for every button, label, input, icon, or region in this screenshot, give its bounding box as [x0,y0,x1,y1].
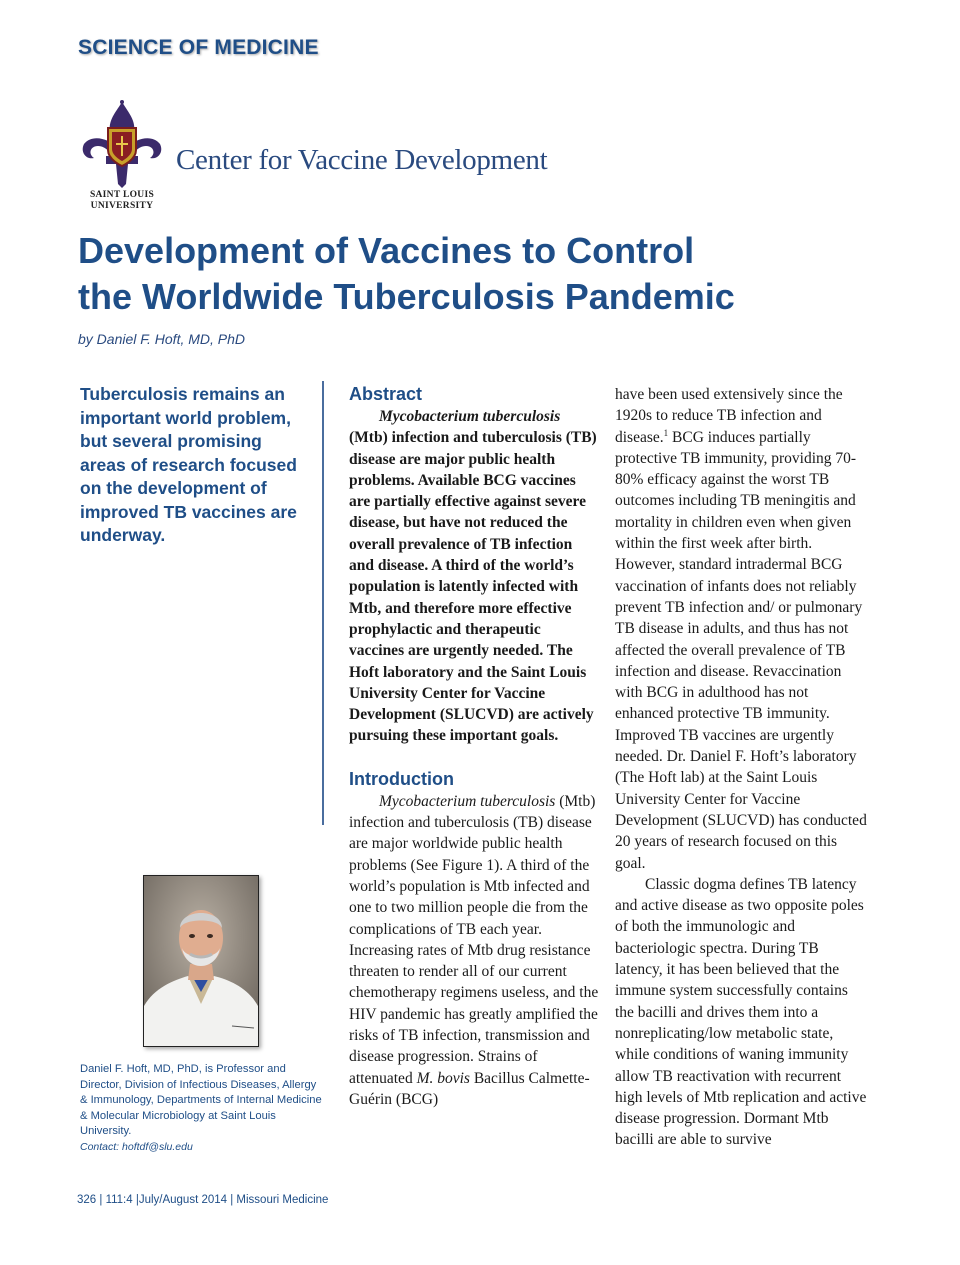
center-name: Center for Vaccine Development [176,144,548,176]
abstract-body [349,406,599,747]
logo-line-1: SAINT LOUIS [89,190,155,200]
pull-quote: Tuberculosis remains an important world problem, but several promising areas of research focused on the development of improved TB vaccines are underway. [80,384,297,545]
col3-p1-part1: have been used extensively since the 1920s to reduce TB infection and disease. [615,386,843,446]
author-photo [143,875,259,1047]
author-caption [80,1062,325,1155]
article-title [78,228,898,320]
reference-1: 1 [663,427,669,438]
introduction-heading: Introduction [349,768,454,789]
column-3 [615,384,867,1151]
abstract-text: (Mtb) infection and tuberculosis (TB) disease are major public health problems. Available BCG vaccines are partially effective against severe disease, but have not reduced the overall prevalence of TB infection and disease. A third of the world’s population is latently infected with Mtb, and therefore more effective prophylactic and therapeutic vaccines are urgently needed. The Hoft laboratory and the Saint Louis University Center for Vaccine Development (SLUCVD) are actively pursuing these important goals. [349,429,597,745]
column-divider [322,381,324,825]
intro-italic-lead: Mycobacterium tuberculosis [379,792,556,810]
university-logo [78,98,166,216]
intro-text-end: Bacillus Calmette-Guérin (BCG) [349,1069,590,1108]
col3-paragraph-1 [615,384,867,874]
fleur-de-lis-icon [78,98,166,190]
introduction-body [349,791,599,1110]
logo-line-2: UNIVERSITY [90,201,154,211]
section-label: SCIENCE OF MEDICINE [78,36,319,59]
column-2 [349,382,599,1110]
col3-paragraph-2: Classic dogma defines TB latency and active disease as two opposite poles of both the immunologic and bacteriologic spectra. During TB latency, it has been believed that the immune system successfully contains the bacilli and drives them into a nonreplicating/low metabolic state, while conditions of waning immunity allow TB reactivation with recurrent high levels of Mtb replication and active disease progression. Dormant Mtb bacilli are able to survive [615,875,867,1149]
byline: by Daniel F. Hoft, MD, PhD [78,331,246,347]
title-line-1: Development of Vaccines to Control [78,230,695,271]
intro-italic-species: M. bovis [416,1069,470,1087]
caption-contact: Contact: hoftdf@slu.edu [80,1140,193,1153]
abstract-heading: Abstract [349,384,423,404]
abstract-italic-lead: Mycobacterium tuberculosis [379,408,561,425]
col3-p1-part2: BCG induces partially protective TB immunity, providing 70-80% efficacy against the worst TB outcomes including TB meningitis and mortality in children even when given within the first week after birth. However, standard intradermal BCG vaccination of infants does not reliably prevent TB infection and/ or pulmonary TB disease in adults, and thus has not affected the overall prevalence of TB infection and disease. Revaccination with BCG in adulthood has not enhanced protective TB immunity. Improved TB vaccines are urgently needed. Dr. Daniel F. Hoft’s laboratory (The Hoft lab) at the Saint Louis University Center for Vaccine Development (SLUCVD) has conducted 20 years of research focused on this goal. [615,428,867,872]
author-portrait-icon [144,876,258,1046]
title-line-2: the Worldwide Tuberculosis Pandemic [78,276,735,317]
caption-text: Daniel F. Hoft, MD, PhD, is Professor and Director, Division of Infectious Diseases, Allergy & Immunology, Departments of Internal Medicine & Molecular Microbiology at Saint Louis University. [80,1063,322,1137]
intro-text: (Mtb) infection and tuberculosis (TB) disease are major worldwide public health problems (See Figure 1). A third of the world’s population is Mtb infected and one to two million people die from the complications of TB each year. Increasing rates of Mtb drug resistance threaten to render all of our current chemotherapy regimens useless, and the HIV pandemic has greatly amplified the risks of TB infection, transmission and disease progression. Strains of attenuated [349,792,599,1087]
page-footer: 326 | 111:4 |July/August 2014 | Missouri Medicine [77,1194,329,1206]
